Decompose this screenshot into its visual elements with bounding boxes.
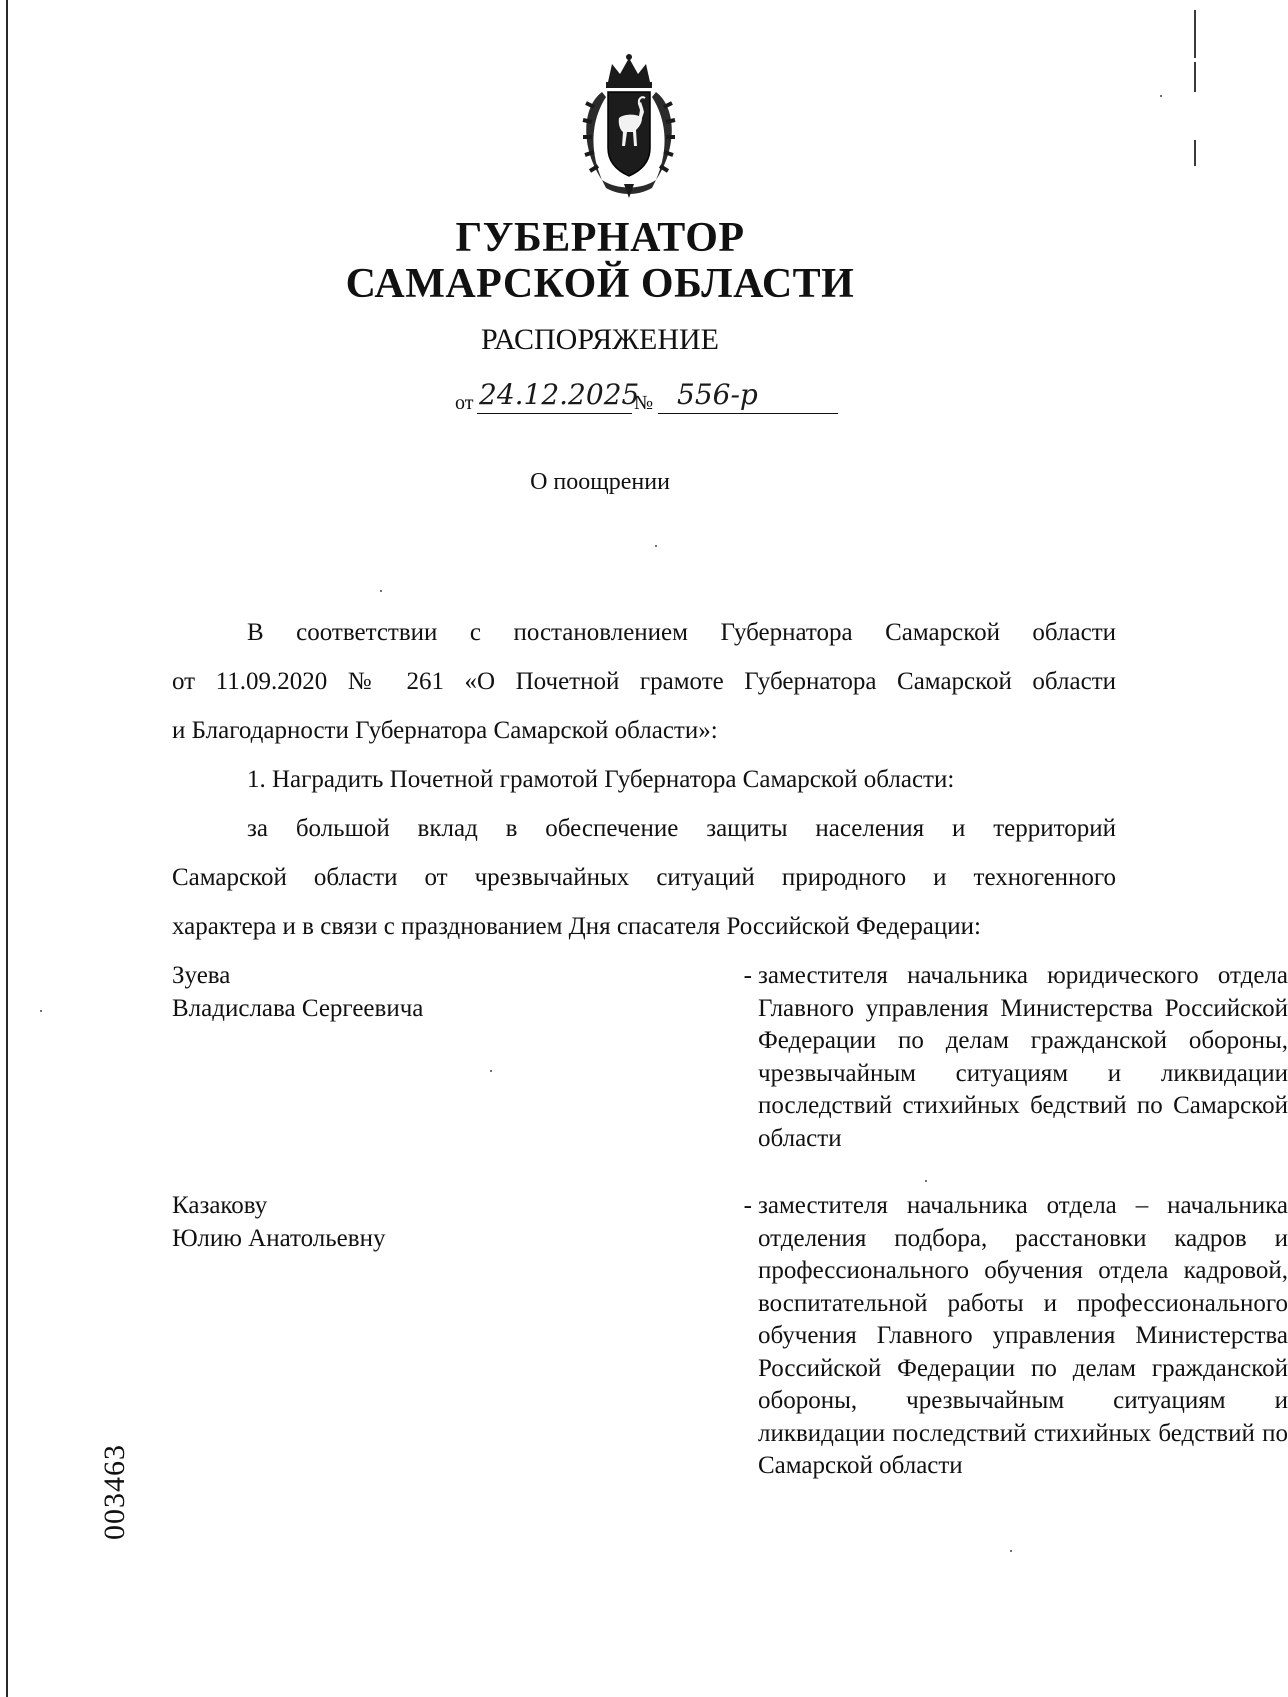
scan-speck bbox=[40, 1010, 42, 1012]
awardee-dash: - bbox=[743, 1192, 752, 1219]
awardee-given-names: Юлию Анатольевну bbox=[172, 1224, 386, 1252]
coat-of-arms-icon bbox=[572, 52, 686, 200]
preamble-line: от 11.09.2020 № 261 «О Почетной грамоте Губернатора Самарской области bbox=[172, 668, 1116, 695]
awardee-name bbox=[172, 960, 552, 1025]
issuer-title-line2: САМАРСКОЙ ОБЛАСТИ bbox=[345, 261, 855, 307]
awardee-position: заместителя начальника отдела – начальника отделения подбора, расстановки кадров и профессионального обучения отдела кадровой, воспитательной работы и профессионального обучения Главного управления Министерства Российской Федерации по делам гражданской обороны, чрезвычайным ситуациям и ликвидации последствий стихийных бедствий по Самарской области bbox=[758, 1192, 1288, 1479]
awardee-surname: Зуева bbox=[172, 962, 231, 989]
date-value: 24.12.2025 bbox=[479, 378, 640, 411]
scan-edge-mark bbox=[1194, 10, 1196, 58]
scan-speck bbox=[490, 1070, 492, 1072]
preamble-line: В соответствии с постановлением Губернатора Самарской области bbox=[247, 619, 1116, 646]
date-prefix: от bbox=[455, 392, 474, 414]
number-value: 556-р bbox=[677, 378, 758, 411]
scan-speck bbox=[655, 545, 657, 547]
award-reason-line: за большой вклад в обеспечение защиты населения и территорий bbox=[247, 815, 1116, 842]
date-underline bbox=[477, 413, 632, 414]
issuer-title-line1: ГУБЕРНАТОР bbox=[455, 215, 745, 261]
number-underline bbox=[658, 413, 838, 414]
preamble-line: и Благодарности Губернатора Самарской области»: bbox=[172, 717, 718, 744]
award-reason-line: Самарской области от чрезвычайных ситуаций природного и техногенного bbox=[172, 864, 1116, 891]
scan-edge-mark bbox=[1194, 62, 1196, 92]
scan-speck bbox=[1160, 95, 1162, 97]
scan-speck bbox=[380, 590, 382, 592]
awardee-surname: Казакову bbox=[172, 1192, 268, 1219]
awardee-given-names: Владислава Сергеевича bbox=[172, 994, 424, 1022]
scan-speck bbox=[925, 1180, 927, 1182]
awardee-name bbox=[172, 1190, 552, 1255]
document-type: РАСПОРЯЖЕНИЕ bbox=[480, 323, 720, 356]
clause-1: 1. Наградить Почетной грамотой Губернатора Самарской области: bbox=[247, 766, 955, 793]
number-prefix: № bbox=[634, 392, 654, 414]
awardee-dash: - bbox=[743, 962, 752, 989]
document-subject: О поощрении bbox=[530, 469, 670, 495]
scan-edge-mark bbox=[1194, 140, 1196, 166]
award-reason-line: характера и в связи с празднованием Дня спасателя Российской Федерации: bbox=[172, 913, 981, 940]
form-serial-number: 003463 bbox=[98, 1444, 131, 1540]
awardee-position: заместителя начальника юридического отдела Главного управления Министерства Российской Федерации по делам гражданской обороны, чрезвычайным ситуациям и ликвидации последствий стихийных бедствий по Самарской области bbox=[758, 962, 1288, 1152]
date-number-row bbox=[455, 378, 855, 418]
scan-speck bbox=[1010, 1550, 1012, 1552]
